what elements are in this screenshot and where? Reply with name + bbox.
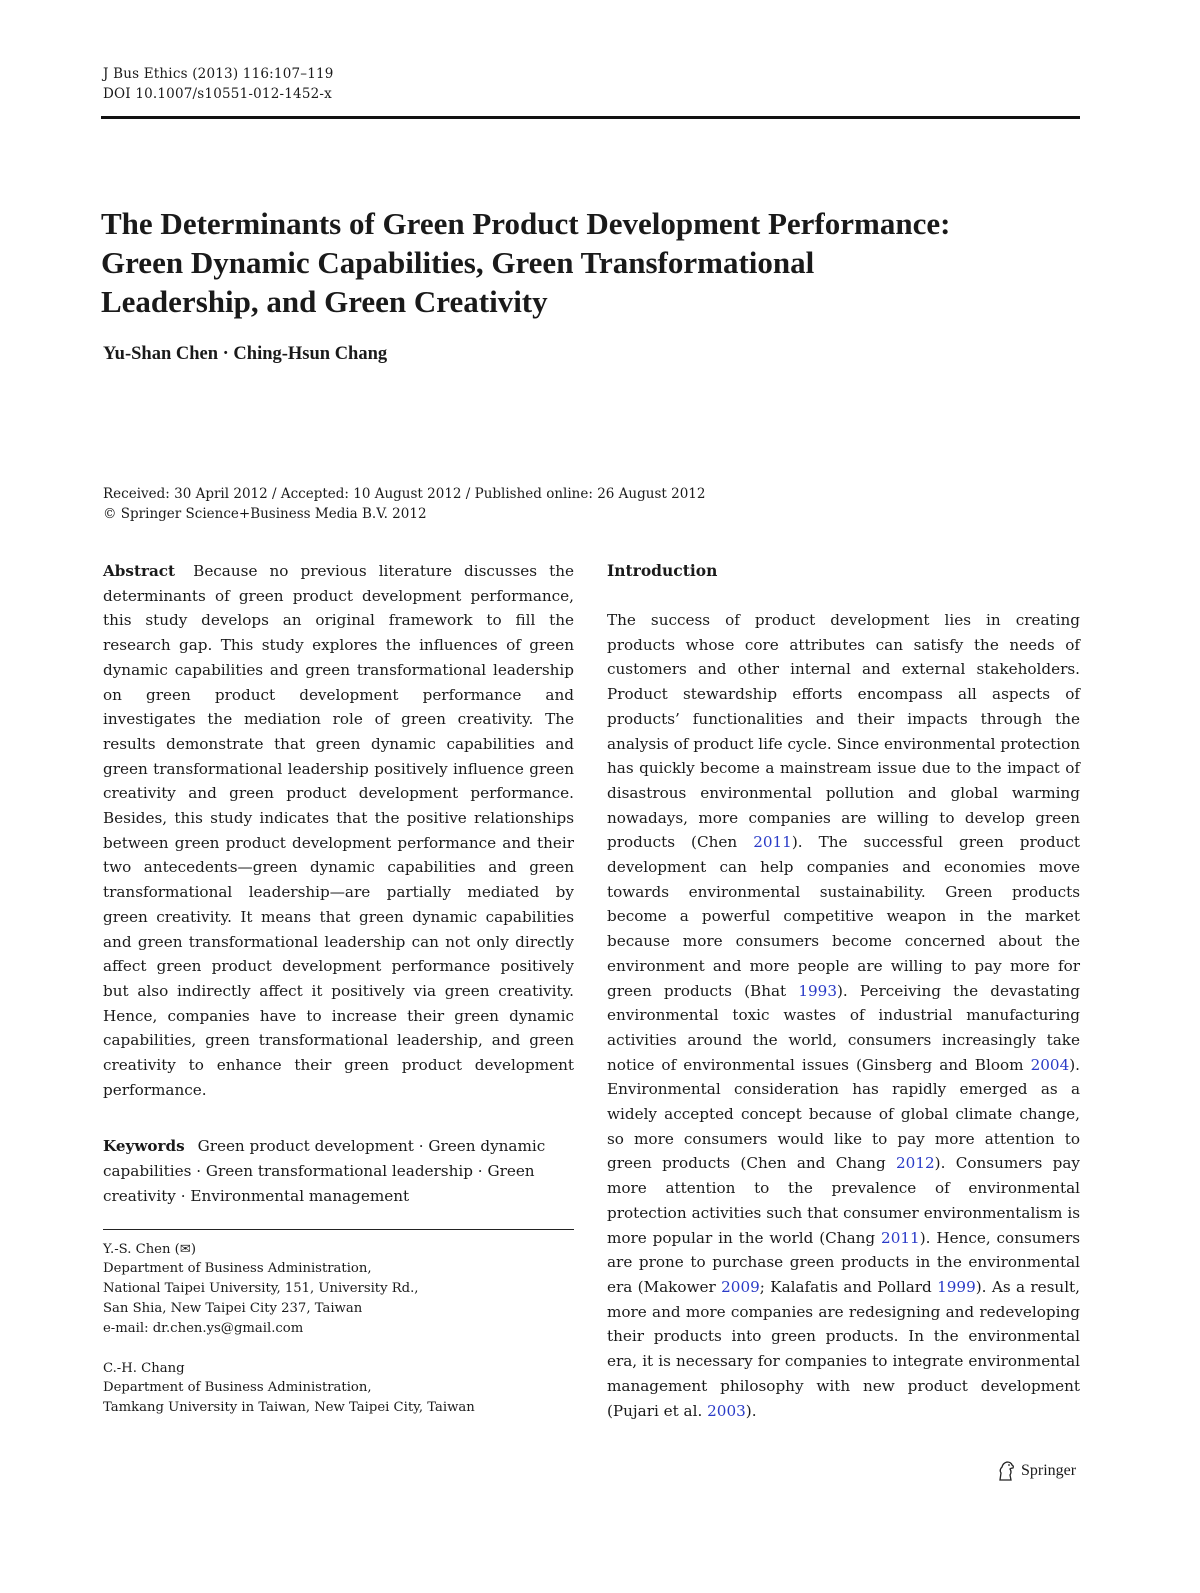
title-line-1: The Determinants of Green Product Development Performance: [101,206,951,241]
intro-text: ). As a result, more and more companies are redesigning and redeveloping their products into green products. In the environmental era, it is necessary for companies to integrate environmental management philosophy with new product development (Pujari et al. [607,1277,1080,1420]
intro-text: ). Consumers pay more attention to the prevalence of environmental protection activities such that consumer environmentalism is more popular in the world (Chang [607,1154,1080,1247]
citation-link[interactable]: 2003 [707,1401,746,1420]
abstract-label: Abstract [103,562,176,580]
citation-link[interactable]: 2009 [721,1277,760,1296]
affiliation-author-2 [103,1359,574,1418]
intro-text: ). The successful green product development can help companies and economies move towards environmental sustainability. Green products become a powerful competitive weapon in the market because more consumers become concerned about the environment and more people are willing to pay more for green products (Bhat [607,833,1080,1000]
title-line-2: Green Dynamic Capabilities, Green Transformational [101,245,815,280]
introduction-paragraph [607,608,1080,1423]
intro-text: The success of product development lies in creating products whose core attributes can satisfy the needs of customers and other internal and external stakeholders. Product stewardship efforts encompass all aspects of products’ functionalities and their impacts through the analysis of product life cycle. Since environmental protection has quickly become a mainstream issue due to the impact of disastrous environmental pollution and global warming nowadays, more companies are willing to develop green products (Chen [607,611,1080,852]
author-1-city: San Shia, New Taipei City 237, Taiwan [103,1300,363,1316]
citation-link[interactable]: 1999 [937,1277,976,1296]
intro-text: ). [745,1401,757,1420]
springer-horse-icon [996,1460,1016,1482]
doi[interactable]: DOI 10.1007/s10551-012-1452-x [103,86,332,102]
left-column [103,559,574,1418]
article-title [101,204,1061,321]
citation-link[interactable]: 2012 [896,1154,935,1173]
affiliation-author-1 [103,1240,574,1339]
journal-citation: J Bus Ethics (2013) 116:107–119 [103,66,334,82]
abstract-text: Because no previous literature discusses the determinants of green product development performance, this study develops an original framework to fill the research gap. This study explores the influences of green dynamic capabilities and green transformational leadership on green product development performance and investigates the mediation role of green creativity. The results demonstrate that green dynamic capabilities and green transformational leadership positively influence green creativity and green product development performance. Besides, this study indicates that the positive relationships between green product development performance and their two antecedents—green dynamic capabilities and green transformational leadership—are partially mediated by green creativity. It means that green dynamic capabilities and green transformational leadership can not only directly affect green product development performance positively but also indirectly affect it positively via green creativity. Hence, companies have to increase their green dynamic capabilities, green transformational leadership, and green creativity to enhance their green product development performance. [103,562,574,1099]
introduction-heading: Introduction [607,561,718,580]
keywords-text: Green product development · Green dynamic capabilities · Green transformational leadership · Green creativity · Environmental management [103,1137,546,1205]
citation-link[interactable]: 2011 [881,1228,920,1247]
intro-text: ; Kalafatis and Pollard [759,1277,938,1296]
header-rule [101,116,1080,119]
copyright: © Springer Science+Business Media B.V. 2012 [103,506,427,522]
publisher-name: Springer [1021,1462,1077,1479]
publication-history: Received: 30 April 2012 / Accepted: 10 August 2012 / Published online: 26 August 2012 [103,486,706,502]
intro-text: ). Hence, consumers are prone to purchase green products in the environmental era (Makower [607,1228,1080,1296]
author-2-dept: Department of Business Administration, [103,1380,372,1396]
keywords-label: Keywords [103,1137,185,1156]
intro-text: ). Environmental consideration has rapidly emerged as a widely accepted concept because of global climate change, so more consumers would like to pay more attention to green products (Chen and Chang [607,1055,1080,1173]
author-1-dept: Department of Business Administration, [103,1261,372,1277]
abstract [103,559,574,1102]
author-1-email[interactable]: e-mail: dr.chen.ys@gmail.com [103,1320,304,1336]
affiliation-rule [103,1229,574,1230]
journal-header [103,64,334,104]
author-list: Yu-Shan Chen · Ching-Hsun Chang [103,344,388,364]
author-1-univ: National Taipei University, 151, University Rd., [103,1281,419,1297]
author-2-name: C.-H. Chang [103,1360,185,1376]
springer-logo [996,1460,1076,1482]
title-line-3: Leadership, and Green Creativity [101,284,548,319]
right-column [607,559,1080,1423]
citation-link[interactable]: 1993 [798,981,837,1000]
intro-text: ). Perceiving the devastating environmental toxic wastes of industrial manufacturing activities around the world, consumers increasingly take notice of environmental issues (Ginsberg and Bloom [607,981,1080,1074]
author-2-univ: Tamkang University in Taiwan, New Taipei City, Taiwan [103,1400,475,1416]
author-1-name: Y.-S. Chen (✉) [103,1241,197,1257]
publication-dates [103,484,705,524]
citation-link[interactable]: 2004 [1030,1055,1070,1074]
citation-link[interactable]: 2011 [753,833,792,852]
keywords [103,1134,574,1208]
